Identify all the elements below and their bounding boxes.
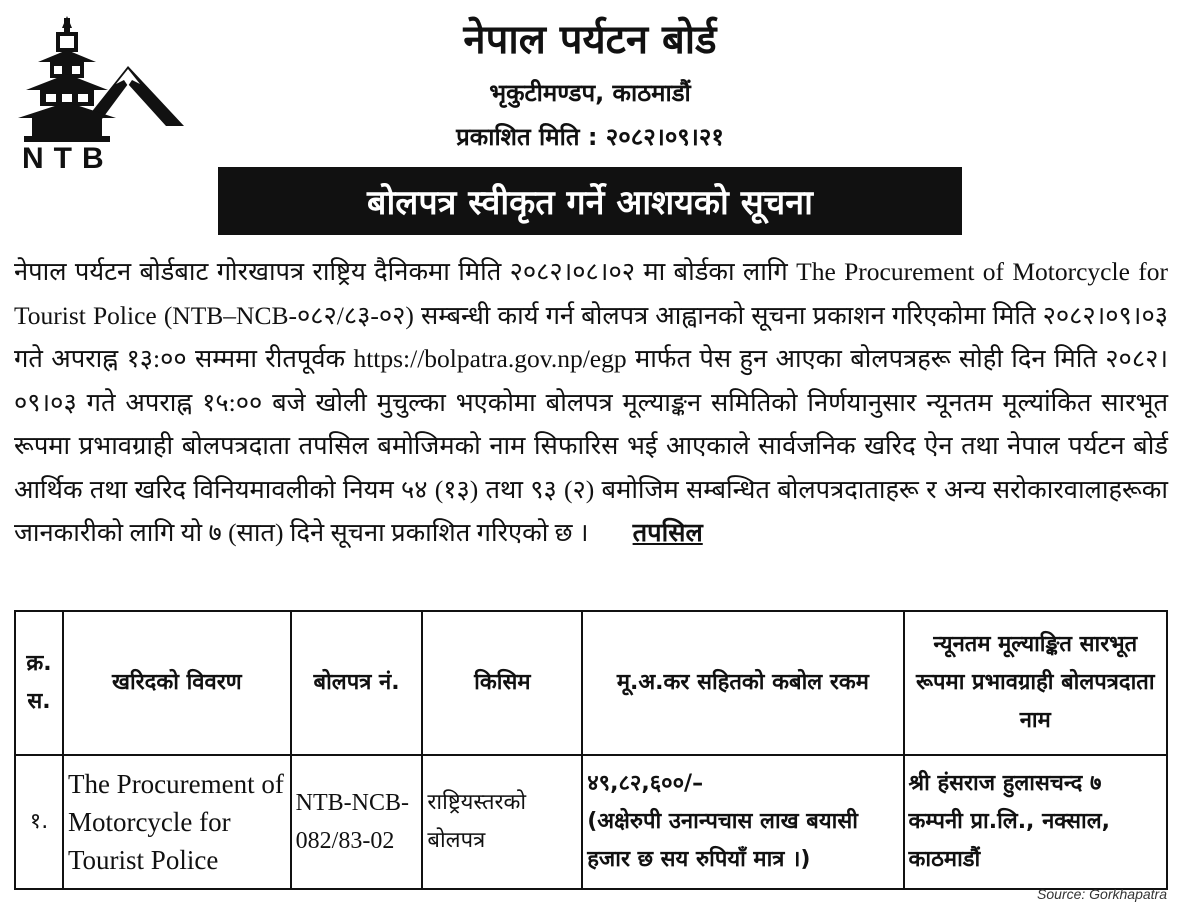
- header-description: खरिदको विवरण: [63, 611, 291, 755]
- header-type: किसिम: [422, 611, 582, 755]
- notice-body: [14, 250, 1168, 555]
- row-sn: १.: [15, 755, 63, 889]
- row-amount-figure: ४९,८२,६००/–: [587, 771, 704, 796]
- award-table: [14, 610, 1168, 890]
- row-bidder: श्री हंसराज हुलासचन्द ७ कम्पनी प्रा.लि., नक्साल, काठमाडौं: [904, 755, 1167, 889]
- row-type: राष्ट्रियस्तरको बोलपत्र: [422, 755, 582, 889]
- header-sn: क्र. स.: [15, 611, 63, 755]
- row-amount: [582, 755, 903, 889]
- header-bid-no: बोलपत्र नं.: [291, 611, 423, 755]
- publication-date: प्रकाशित मिति : २०८२।०९।२१: [456, 123, 724, 151]
- org-name: नेपाल पर्यटन बोर्ड: [463, 17, 717, 63]
- tapasil-label: तपसिल: [632, 518, 703, 547]
- row-amount-words: (अक्षेरुपी उनान्पचास लाख बयासी हजार छ सय रुपियाँ मात्र ।): [587, 809, 858, 872]
- table-header-row: [15, 611, 1167, 755]
- logo-text: NTB: [22, 142, 114, 175]
- header-bidder: न्यूनतम मूल्याङ्कित सारभूत रूपमा प्रभावग्राही बोलपत्रदाता नाम: [904, 611, 1167, 755]
- notice-body-text: नेपाल पर्यटन बोर्डबाट गोरखापत्र राष्ट्रिय दैनिकमा मिति २०८२।०८।०२ मा बोर्डका लागि The Procurement of Motorcycle for Tourist Police (NTB–NCB-०८२/८३-०२) सम्बन्धी कार्य गर्न बोलपत्र आह्वानको सूचना प्रकाशन गरिएकोमा मिति २०८२।०९।०३ गते अपराह्न १३:०० सम्ममा रीतपूर्वक https://bolpatra.gov.np/egp मार्फत पेस हुन आएका बोलपत्रहरू सोही दिन मिति २०८२।०९।०३ गते अपराह्न १५:०० बजे खोली मुचुल्का भएकोमा बोलपत्र मूल्याङ्कन समितिको निर्णयानुसार न्यूनतम मूल्यांकित सारभूत रूपमा प्रभावग्राही बोलपत्रदाता तपसिल बमोजिमको नाम सिफारिस भई आएकाले सार्वजनिक खरिद ऐन तथा नेपाल पर्यटन बोर्ड आर्थिक तथा खरिद विनियमावलीको नियम ५४ (१३) तथा ९३ (२) बमोजिम सम्बन्धित बोलपत्रदाताहरू र अन्य सरोकारवालाहरूका जानकारीको लागि यो ७ (सात) दिने सूचना प्रकाशित गरिएको छ ।: [14, 257, 1168, 547]
- header-amount: मू.अ.कर सहितको कबोल रकम: [582, 611, 903, 755]
- source-credit: Source: Gorkhapatra: [1037, 886, 1167, 902]
- table-row: [15, 755, 1167, 889]
- row-description: The Procurement of Motorcycle for Tourist Police: [63, 755, 291, 889]
- notice-title: [218, 167, 962, 235]
- notice-title-text: बोलपत्र स्वीकृत गर्ने आशयको सूचना: [367, 183, 813, 223]
- org-address: भृकुटीमण्डप, काठमाडौं: [489, 79, 691, 107]
- row-bid-no: NTB-NCB-082/83-02: [291, 755, 423, 889]
